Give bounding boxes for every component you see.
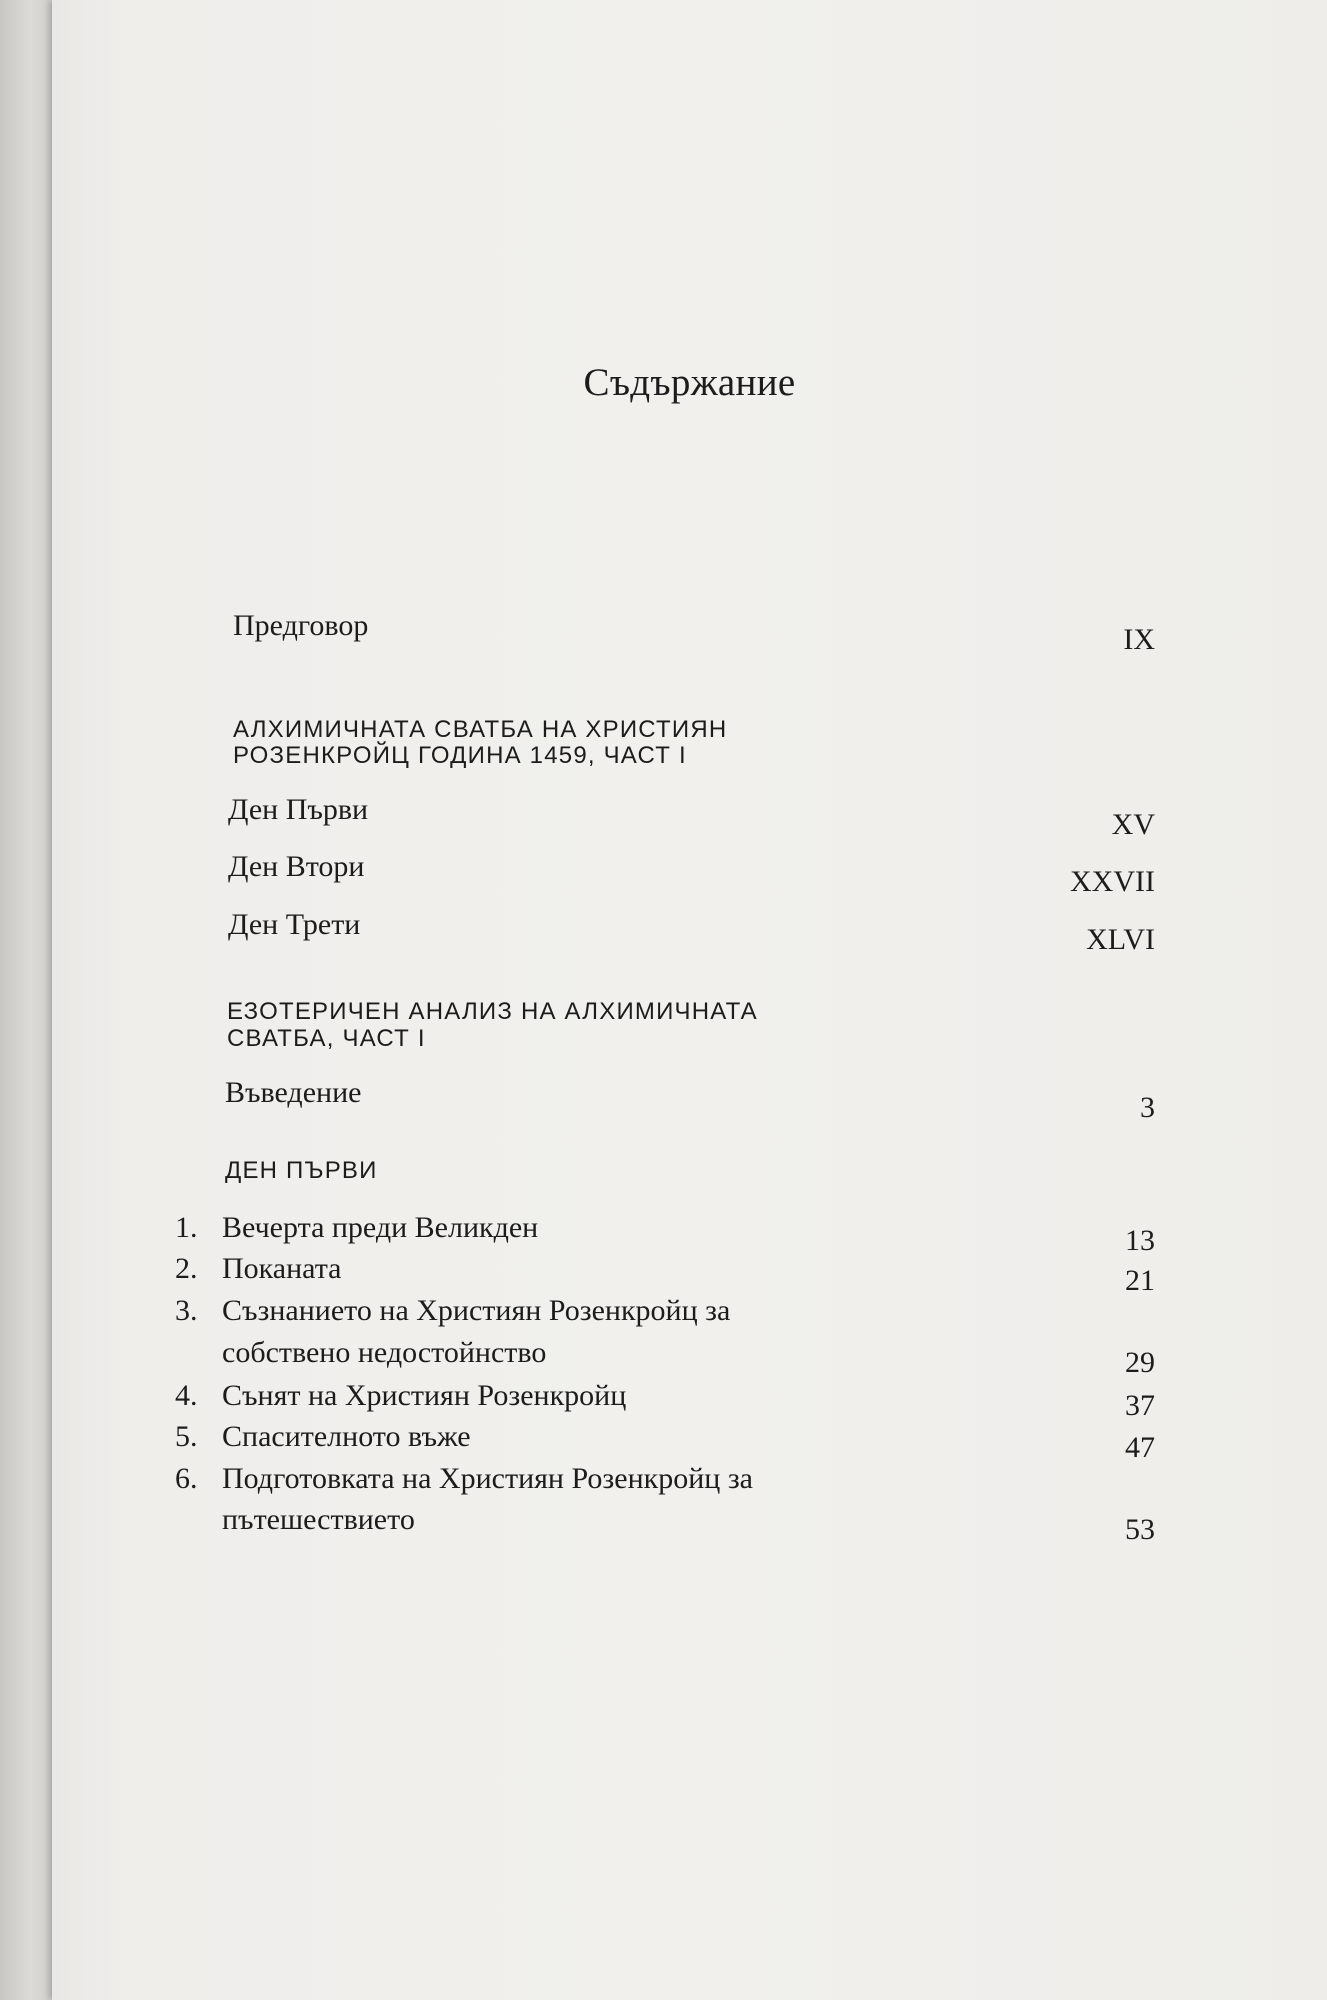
toc-item-number: 6. <box>175 1462 198 1495</box>
toc-intro-label: Въведение <box>225 1076 362 1109</box>
toc-item-page: 47 <box>1125 1431 1155 1464</box>
toc-item-number: 5. <box>175 1420 198 1453</box>
toc-item-number: 3. <box>175 1294 198 1327</box>
toc-item-page: 37 <box>1125 1389 1155 1422</box>
toc-item-title: Съзнанието на Християн Розенкройц за <box>222 1294 731 1327</box>
toc-item-title: Вечерта преди Великден <box>222 1211 539 1244</box>
toc-part1-item-page: XLVI <box>1086 923 1155 956</box>
book-page <box>52 0 1327 2000</box>
toc-item-title-continuation: пътешествието <box>222 1503 415 1536</box>
toc-part1-item-label: Ден Трети <box>228 908 361 941</box>
toc-part1-heading-line1: АЛХИМИЧНАТА СВАТБА НА ХРИСТИЯН <box>233 716 728 743</box>
toc-item-title: Поканата <box>222 1252 342 1285</box>
toc-part1-heading-line2: РОЗЕНКРОЙЦ ГОДИНА 1459, ЧАСТ I <box>233 742 687 769</box>
toc-item-title: Сънят на Християн Розенкройц <box>222 1379 627 1412</box>
toc-item-page: 13 <box>1125 1224 1155 1257</box>
toc-part1-item-page: XV <box>1111 808 1155 841</box>
toc-part1-item-label: Ден Втори <box>228 850 365 883</box>
book-gutter <box>0 0 52 2000</box>
toc-item-page: 21 <box>1125 1264 1155 1297</box>
toc-item-number: 1. <box>175 1211 198 1244</box>
toc-preface-page: IX <box>1123 623 1155 656</box>
toc-item-title-continuation: собствено недостойнство <box>222 1336 547 1369</box>
toc-item-number: 2. <box>175 1252 198 1285</box>
page-title: Съдържание <box>583 361 796 404</box>
toc-item-title: Спасителното въже <box>222 1420 471 1453</box>
toc-item-page: 29 <box>1125 1346 1155 1379</box>
toc-item-number: 4. <box>175 1379 198 1412</box>
toc-part2-heading-line1: ЕЗОТЕРИЧЕН АНАЛИЗ НА АЛХИМИЧНАТА <box>227 998 758 1025</box>
toc-part1-item-label: Ден Първи <box>228 793 369 826</box>
toc-part1-item-page: XXVII <box>1070 865 1155 898</box>
toc-day1-heading: ДЕН ПЪРВИ <box>225 1157 378 1184</box>
toc-intro-page: 3 <box>1140 1091 1155 1124</box>
toc-item-page: 53 <box>1125 1513 1155 1546</box>
toc-preface-label: Предговор <box>233 609 369 642</box>
toc-part2-heading-line2: СВАТБА, ЧАСТ I <box>227 1025 426 1052</box>
toc-item-title: Подготовката на Християн Розенкройц за <box>222 1462 753 1495</box>
